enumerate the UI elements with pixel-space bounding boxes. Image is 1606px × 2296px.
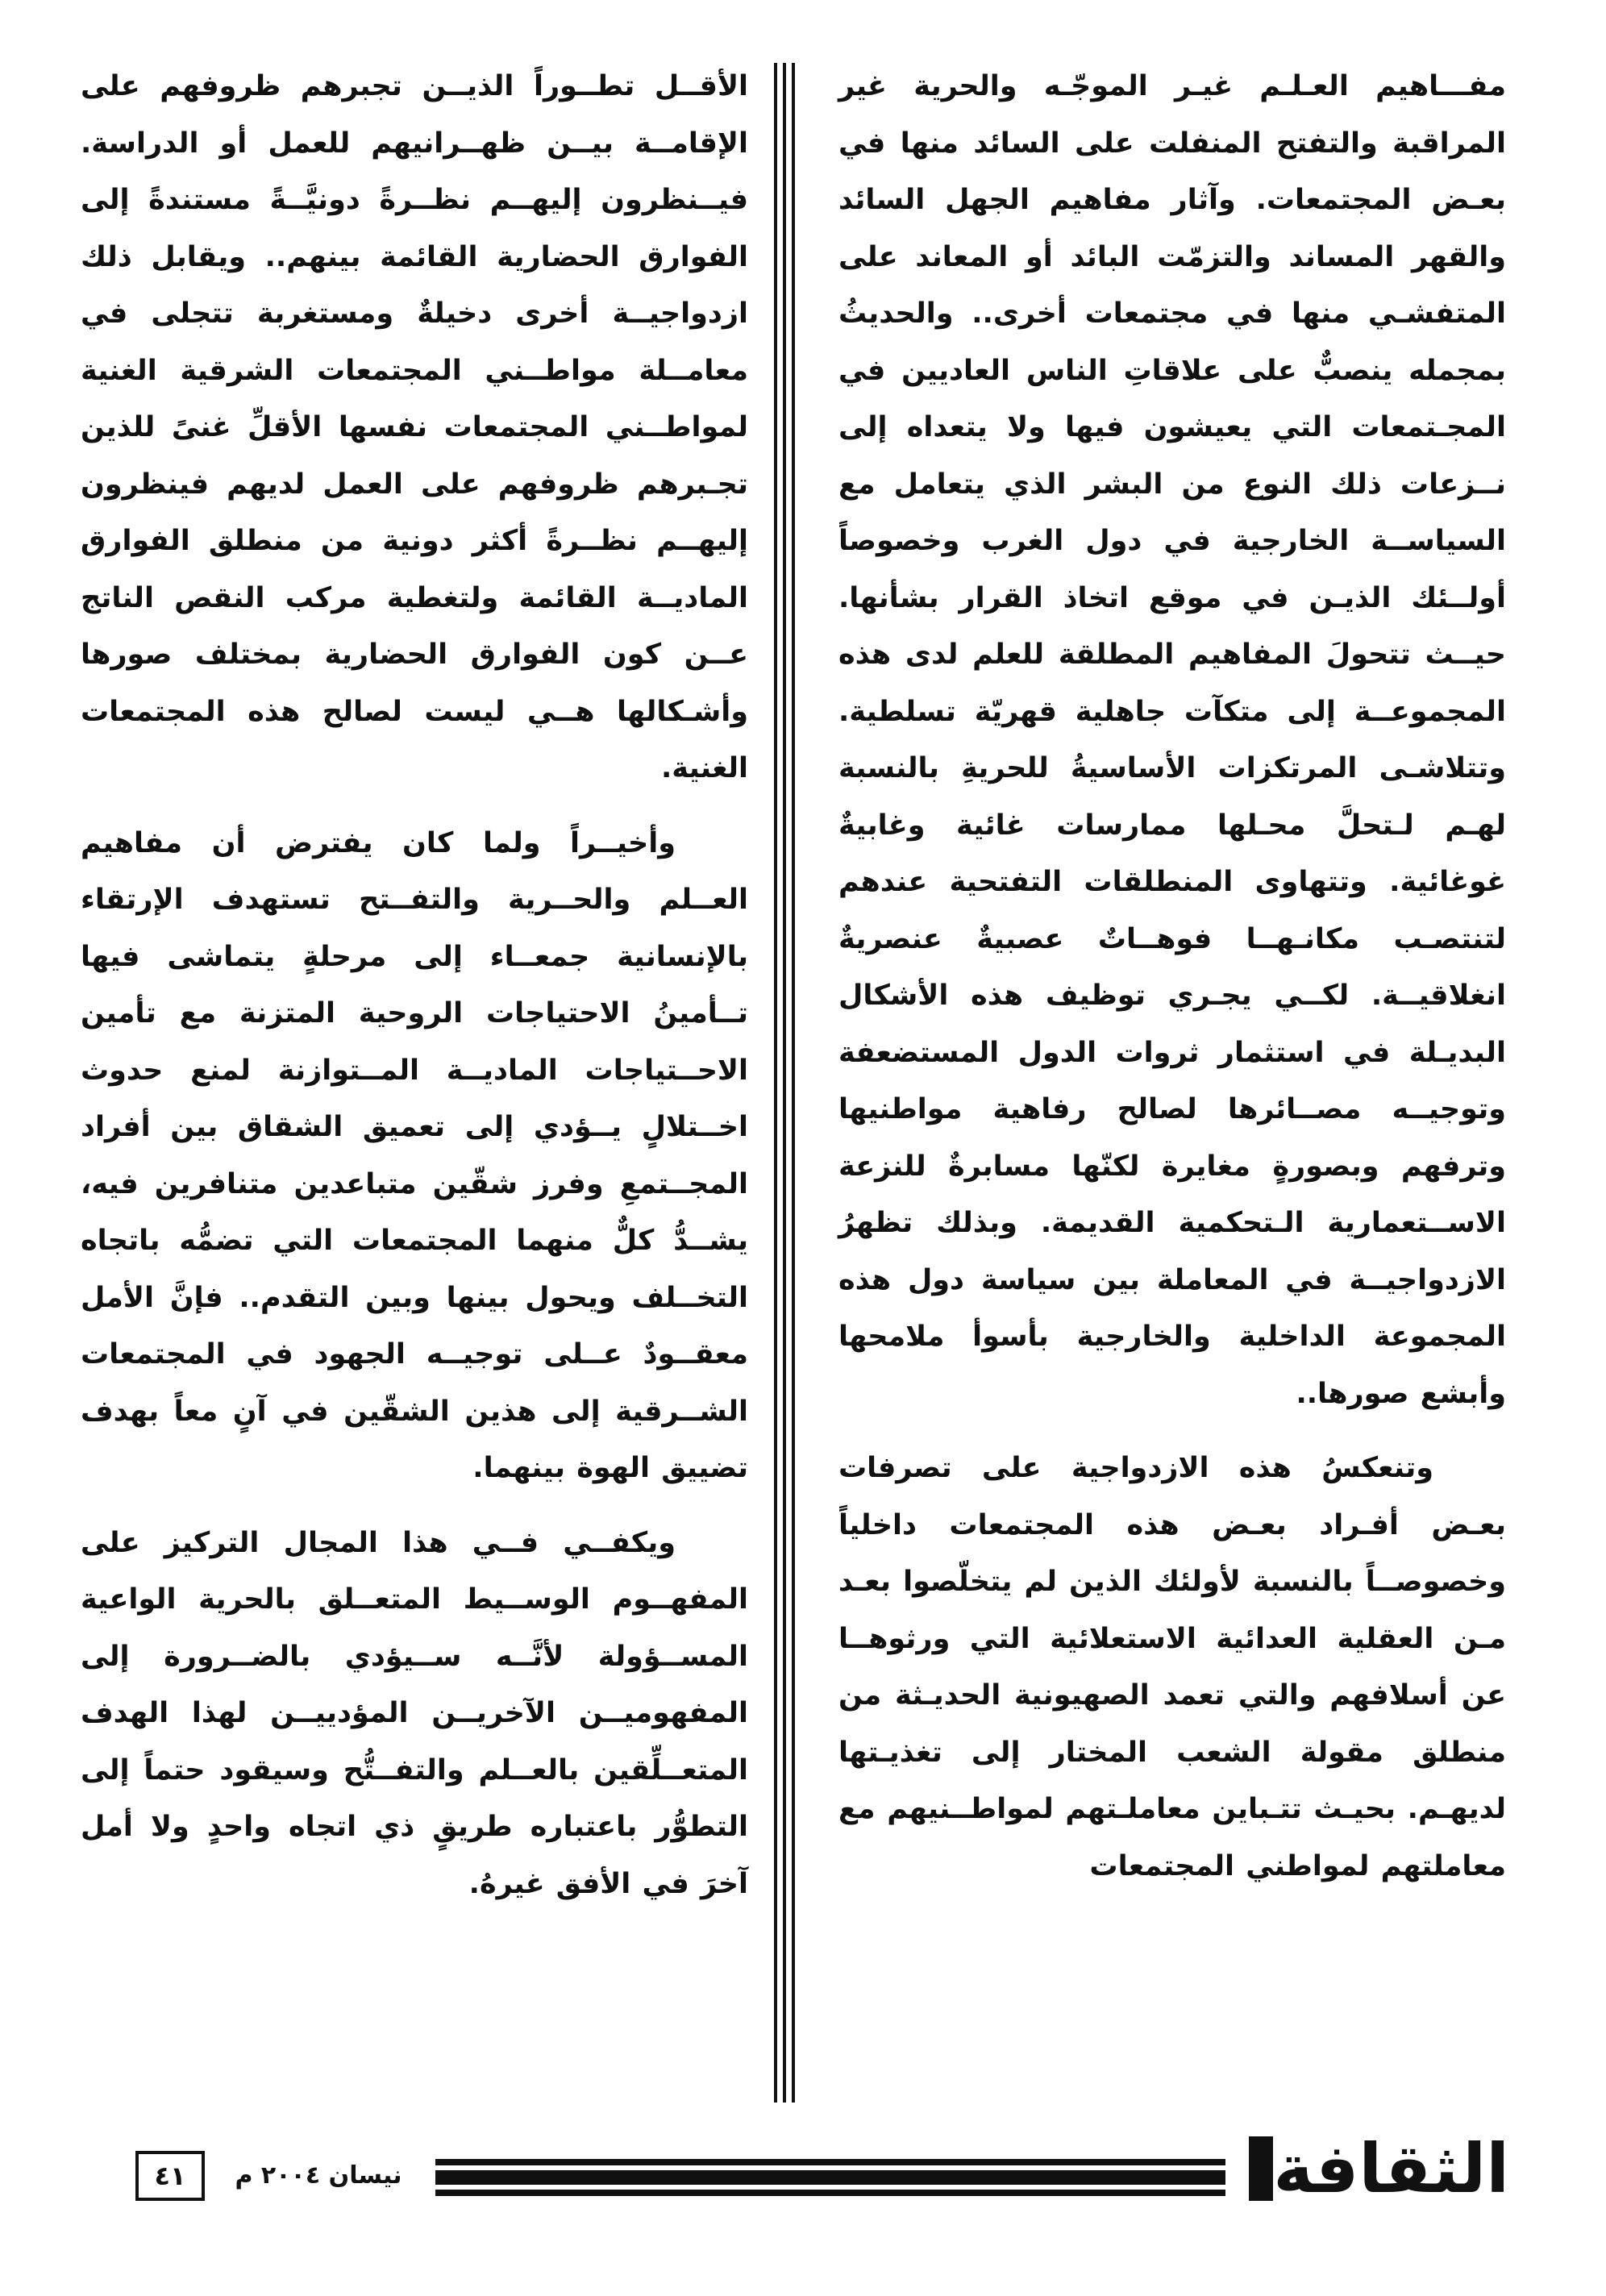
page-footer — [0, 2128, 1606, 2225]
article-column-left — [81, 58, 748, 2106]
article-paragraph: ويكفــي فــي هذا المجال التركيز على المفهــوم الوســيط المتعــلق بالحرية الواعية المســؤولة لأنَّــه ســيؤدي بالضــرورة إلى المفهوميــن الآخريــن المؤدييــن لهذا الهدف المتعــلِّقين بالعــلم والتفــتُّح وسيقود حتماً إلى التطوُّر باعتباره طريقٍ ذي اتجاه واحدٍ ولا أمل آخرَ في الأفق غيرهُ. — [81, 1526, 748, 1900]
article-paragraph: الأقــل تطــوراً الذيــن تجبرهم ظروفهم على الإقامــة بيــن ظهــرانيهم للعمل أو الدراسة. فيــنظرون إليهــم نظــرةً دونيَّــةً مستندةً إلى الفوارق الحضارية القائمة بينهم.. ويقابل ذلك ازدواجيــة أخرى دخيلةٌ ومستغربة تتجلى في معامــلة مواطــني المجتمعات الشرقية الغنية لمواطــني المجتمعات نفسها الأقلِّ غنىً للذين تجـبرهم ظروفهم على العمل لديهم فينظرون إليهــم نظــرةً أكثر دونية من منطلق الفوارق الماديــة القائمة ولتغطية مركب النقص الناتج عــن كون الفوارق الحضارية بمختلف صورها وأشـكالها هــي ليست لصالح هذه المجتمعات الغنية. — [81, 70, 748, 784]
footer-rule — [435, 2159, 1225, 2196]
issue-date: نيسان ٢٠٠٤ م — [235, 2161, 402, 2190]
page-number: ٤١ — [135, 2151, 205, 2201]
masthead-logo — [1242, 2128, 1509, 2209]
article-paragraph: وتنعكسُ هذه الازدواجية على تصرفات بعـض أفـراد بعـض هذه المجتمعات داخلياً وخصوصــاً بالنسبة لأولئك الذين لم يتخلّصوا بعـد مـن العقلية العدائية الاستعلائية التي ورثوهــا عن أسلافهم والتي تعمد الصهيونية الحديـثة من منطلق مقولة الشعب المختار إلى تغذيـتها لديهـم. بحيـث تتـباين معاملـتهم لمواطــنيهم مع معاملتهم لمواطني المجتمعات — [838, 1452, 1506, 1882]
column-divider — [774, 63, 795, 2103]
masthead-bar-graphic — [1249, 2136, 1273, 2201]
article-paragraph: وأخيــراً ولما كان يفترض أن مفاهيم العــلم والحــرية والتفــتح تستهدف الإرتقاء بالإنسانية جمعــاء إلى مرحلةٍ يتماشى فيها تــأمينُ الاحتياجات الروحية المتزنة مع تأمين الاحــتياجات الماديــة المــتوازنة لمنع حدوث اخــتلالٍ يــؤدي إلى تعميق الشقاق بين أفراد المجــتمعِ وفرز شقّين متباعدين متنافرين فيه، يشــدُّ كلٌّ منهما المجتمعات التي تضمُّه باتجاه التخــلف ويحول بينها وبين التقدم.. فإنَّ الأمل معقــودٌ عــلى توجيــه الجهود في المجتمعات الشــرقية إلى هذين الشقّين في آنٍ معاً بهدف تضييق الهوة بينهما. — [81, 826, 748, 1484]
article-paragraph: مفـــاهيم العـلـم غيـر الموجّـه والحرية غير المراقبة والتفتح المنفلت على السائد منها في بعـض المجتمعات. وآثار مفاهيم الجهل السائد والقهر المساند والتزمّت البائد أو المعاند على المتفشـي منها في مجتمعات أخرى.. والحديثُ بمجمله ينصبٌّ على علاقاتِ الناس العاديين في المجـتمعات التي يعيشون فيها ولا يتعداه إلى نــزعات ذلك النوع من البشر الذي يتعامل مع السياســة الخارجية في دول الغرب وخصوصاً أولــئك الذيـن في موقع اتخاذ القرار بشأنها. حيــث تتحولَ المفاهيم المطلقة للعلم لدى هذه المجموعــة إلى متكآت جاهلية قهريّة تسلطية. وتتلاشـى المرتكزات الأساسيةُ للحريةِ بالنسبة لهـم لـتحلَّ محـلها ممارسات غائية وغابيةٌ غوغائية. وتتهاوى المنطلقات التفتحية عندهم لتنتصـب مكانـهــا فوهــاتٌ عصبيةٌ عنصريةٌ انغلاقيــة. لكــي يجـري توظيف هذه الأشكال البديـلة في استثمار ثروات الدول المستضعفة وتوجيــه مصــائرها لصالح رفاهية مواطنيها وترفهم وبصورةٍ مغايرة لكنّها مسابرةٌ للنزعة الاســتعمارية الـتحكمية القديمة. وبذلك تظهرُ الازدواجيــة في المعاملة بين سياسة دول هذه المجموعة الداخلية والخارجية بأسوأ ملامحها وأبشع صورها.. — [838, 70, 1506, 1410]
article-column-right — [838, 58, 1506, 2106]
masthead-title: الثقافة — [1273, 2129, 1509, 2208]
